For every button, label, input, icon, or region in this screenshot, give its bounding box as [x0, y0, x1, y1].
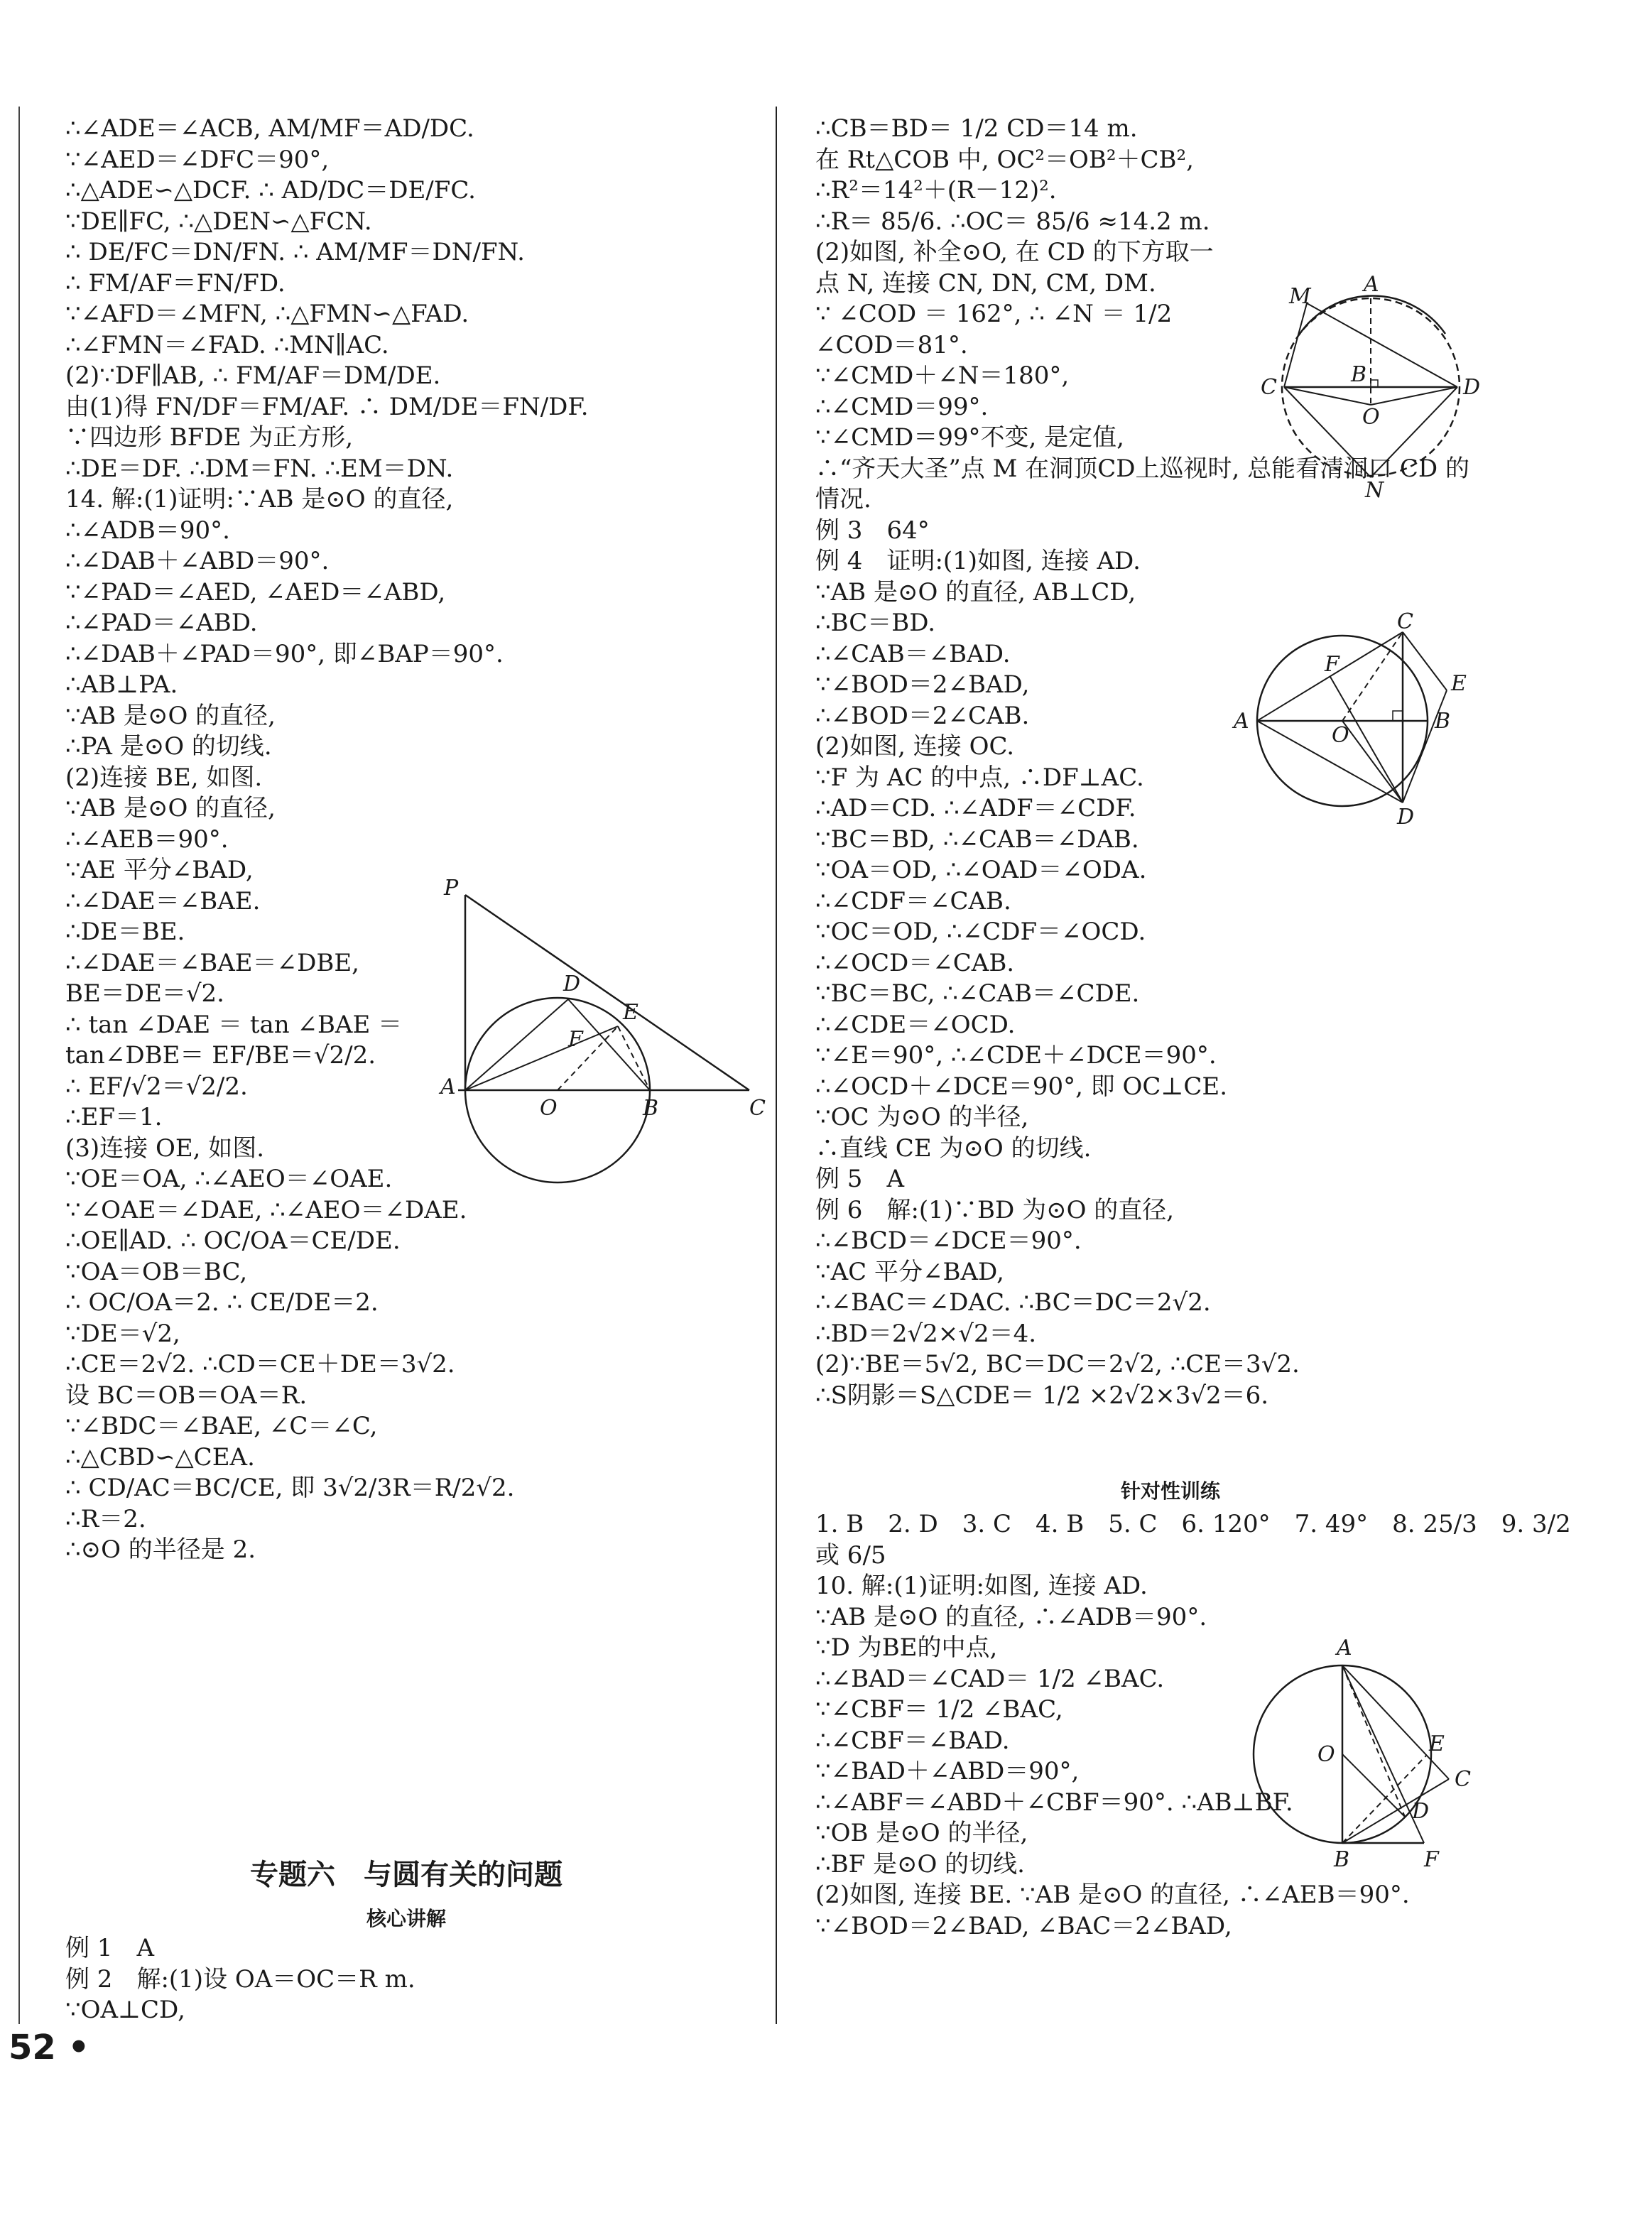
left-tail-line: 例 1 A: [65, 1934, 154, 1962]
right-line: ∵OC 为⊙O 的半径,: [815, 1103, 1029, 1131]
right-line: ∠COD＝81°.: [815, 330, 968, 359]
right-line: ∴∠BAC＝∠DAC. ∴BC＝DC＝2√2.: [815, 1288, 1211, 1317]
core-subtitle: 核心讲解: [366, 1907, 446, 1930]
left-line: ∴EF＝1.: [65, 1103, 163, 1131]
fig-c-label-O: O: [1332, 723, 1349, 748]
right-line: ∴直线 CE 为⊙O 的切线.: [815, 1133, 1092, 1163]
left-line: tan∠DBE＝ EF/BE＝√2/2.: [65, 1041, 376, 1070]
left-line: ∴∠DAB＋∠PAD＝90°, 即∠BAP＝90°.: [65, 639, 504, 668]
fig-c-label-E: E: [1451, 671, 1467, 696]
fig-a-label-O: O: [540, 1096, 558, 1121]
fig-a-label-D: D: [563, 972, 581, 996]
right-tail-line: ∵∠CBF＝ 1/2 ∠BAC,: [815, 1695, 1063, 1724]
right-line: ∵∠CMD＝99°不变, 是定值,: [815, 423, 1124, 452]
right-line: 例 4 证明:(1)如图, 连接 AD.: [815, 547, 1141, 575]
right-line: (2)如图, 补全⊙O, 在 CD 的下方取一: [815, 238, 1214, 266]
left-line: ∵AE 平分∠BAD,: [65, 856, 254, 884]
left-line: ∴PA 是⊙O 的切线.: [65, 732, 272, 761]
right-tail-line: (2)如图, 连接 BE. ∵AB 是⊙O 的直径, ∴∠AEB＝90°.: [815, 1881, 1410, 1909]
left-line: ∴ FM/AF＝FN/FD.: [65, 268, 286, 298]
right-line: ∵∠CMD＋∠N＝180°,: [815, 361, 1070, 390]
left-line: ∴CE＝2√2. ∴CD＝CE＋DE＝3√2.: [65, 1350, 455, 1379]
fig-b-label-O: O: [1362, 405, 1380, 430]
page-number: 52 •: [9, 2028, 90, 2067]
right-line: ∴∠OCD＋∠DCE＝90°, 即 OC⊥CE.: [815, 1072, 1228, 1101]
right-line: ∵OC＝OD, ∴∠CDF＝∠OCD.: [815, 918, 1146, 946]
figure-tangent-bf: [1250, 1626, 1506, 1875]
right-tail-line: 1. B 2. D 3. C 4. B 5. C 6. 120° 7. 49° 8. 25/3 9. 3/2: [815, 1510, 1571, 1538]
fig-d-label-E: E: [1429, 1731, 1445, 1756]
left-line: ∵∠AFD＝∠MFN, ∴△FMN∽△FAD.: [65, 300, 469, 328]
right-line: ∴∠BCD＝∠DCE＝90°.: [815, 1227, 1082, 1255]
right-tail-line: ∴∠CBF＝∠BAD.: [815, 1726, 1010, 1755]
left-line: ∴ tan ∠DAE ＝ tan ∠BAE ＝: [65, 1010, 403, 1039]
fig-d-label-F: F: [1424, 1847, 1439, 1872]
fig-a-label-A: A: [440, 1075, 456, 1099]
training-subtitle: 针对性训练: [1120, 1479, 1220, 1503]
margin-rule: [18, 107, 20, 2024]
left-line: ∴∠ADE＝∠ACB, AM/MF＝AD/DC.: [65, 114, 474, 143]
fig-c-label-F: F: [1325, 652, 1339, 677]
right-line: ∵BC＝BC, ∴∠CAB＝∠CDE.: [815, 979, 1140, 1008]
right-line: ∵AC 平分∠BAD,: [815, 1257, 1004, 1286]
right-line: ∵ ∠COD ＝ 162°, ∴ ∠N ＝ 1/2: [815, 300, 1173, 328]
fig-b-label-C: C: [1261, 375, 1277, 400]
left-line: ∴ CD/AC＝BC/CE, 即 3√2/3R＝R/2√2.: [65, 1474, 515, 1502]
section-title: 专题六 与圆有关的问题: [250, 1859, 563, 1891]
left-line: ∵∠BDC＝∠BAE, ∠C＝∠C,: [65, 1412, 378, 1440]
fig-b-label-D: D: [1463, 375, 1481, 400]
left-line: ∴∠AEB＝90°.: [65, 825, 229, 854]
left-line: ∵四边形 BFDE 为正方形,: [65, 423, 354, 452]
figure-cave-circle: [1257, 273, 1491, 508]
left-line: ∴R＝2.: [65, 1504, 146, 1533]
left-line: ∵OA＝OB＝BC,: [65, 1257, 248, 1286]
left-line: ∵AB 是⊙O 的直径,: [65, 794, 276, 822]
fig-b-label-M: M: [1289, 284, 1311, 309]
left-line: ∵DE∥FC, ∴△DEN∽△FCN.: [65, 207, 372, 236]
right-line: 在 Rt△COB 中, OC²＝OB²＋CB²,: [815, 145, 1194, 174]
left-line: ∴DE＝BE.: [65, 918, 185, 946]
left-line: (2)连接 BE, 如图.: [65, 763, 263, 792]
fig-d-label-A: A: [1337, 1636, 1352, 1660]
right-line: ∴“齐天大圣”点 M 在洞顶CD上巡视时, 总能看清洞口 CD 的: [815, 454, 1469, 483]
left-line: 14. 解:(1)证明:∵AB 是⊙O 的直径,: [65, 485, 454, 513]
left-line: ∴DE＝DF. ∴DM＝FN. ∴EM＝DN.: [65, 454, 454, 483]
fig-a-label-E: E: [623, 1000, 638, 1025]
right-line: ∴R²＝14²＋(R－12)².: [815, 176, 1057, 205]
left-line: ∴⊙O 的半径是 2.: [65, 1535, 256, 1564]
left-line: ∴∠DAE＝∠BAE.: [65, 886, 261, 915]
fig-a-label-C: C: [749, 1096, 766, 1121]
left-line: ∴∠DAB＋∠ABD＝90°.: [65, 547, 330, 575]
left-tail-line: 例 2 解:(1)设 OA＝OC＝R m.: [65, 1964, 415, 1994]
right-line: ∵BC＝BD, ∴∠CAB＝∠DAB.: [815, 825, 1139, 854]
fig-d-label-C: C: [1455, 1767, 1471, 1792]
fig-c-label-B: B: [1435, 709, 1451, 734]
fig-c-label-D: D: [1397, 805, 1415, 830]
right-line: 情况.: [815, 485, 871, 513]
right-line: ∴∠CMD＝99°.: [815, 392, 989, 421]
left-line: ∴AB⊥PA.: [65, 670, 178, 699]
right-line: ∵OA＝OD, ∴∠OAD＝∠ODA.: [815, 856, 1147, 884]
left-line: BE＝DE＝√2.: [65, 979, 224, 1008]
fig-a-label-F: F: [568, 1027, 583, 1052]
fig-c-label-A: A: [1234, 709, 1249, 734]
right-tail-line: ∵OB 是⊙O 的半径,: [815, 1819, 1028, 1847]
right-line: ∴∠CDF＝∠CAB.: [815, 886, 1011, 915]
figure-tangent-ce: [1225, 611, 1495, 838]
right-line: ∴∠CDE＝∠OCD.: [815, 1010, 1016, 1039]
right-tail-line: 或 6/5: [815, 1540, 886, 1570]
figure-tangent-circle: [437, 877, 778, 1190]
left-line: ∴OE∥AD. ∴ OC/OA＝CE/DE.: [65, 1227, 401, 1255]
left-tail-line: ∵OA⊥CD,: [65, 1996, 185, 2024]
right-line: ∵∠BOD＝2∠BAD,: [815, 670, 1030, 699]
left-line: ∵DE＝√2,: [65, 1319, 180, 1348]
left-column: [65, 114, 747, 1566]
left-line: ∴∠ADB＝90°.: [65, 516, 230, 545]
left-line: ∵OE＝OA, ∴∠AEO＝∠OAE.: [65, 1165, 393, 1193]
left-line: ∴△CBD∽△CEA.: [65, 1442, 255, 1472]
left-line: ∵∠OAE＝∠DAE, ∴∠AEO＝∠DAE.: [65, 1195, 467, 1224]
right-line: ∴AD＝CD. ∴∠ADF＝∠CDF.: [815, 794, 1136, 822]
right-line: ∴BC＝BD.: [815, 609, 936, 637]
left-line: ∴∠PAD＝∠ABD.: [65, 609, 258, 637]
fig-d-label-O: O: [1317, 1742, 1335, 1767]
right-line: ∵F 为 AC 的中点, ∴DF⊥AC.: [815, 763, 1144, 792]
right-line: ∴∠CAB＝∠BAD.: [815, 639, 1011, 668]
left-line: ∴ EF/√2＝√2/2.: [65, 1072, 248, 1101]
fig-d-label-B: B: [1334, 1847, 1350, 1872]
left-line: ∴ DE/FC＝DN/FN. ∴ AM/MF＝DN/FN.: [65, 238, 525, 266]
right-tail-line: ∴BF 是⊙O 的切线.: [815, 1849, 1025, 1879]
right-tail-line: ∴∠BAD＝∠CAD＝ 1/2 ∠BAC.: [815, 1664, 1165, 1693]
fig-a-label-B: B: [643, 1096, 659, 1121]
fig-a-label-P: P: [444, 877, 459, 901]
left-line: (2)∵DF∥AB, ∴ FM/AF＝DM/DE.: [65, 361, 441, 390]
fig-b-label-B: B: [1351, 362, 1367, 387]
left-line: ∴ OC/OA＝2. ∴ CE/DE＝2.: [65, 1288, 379, 1317]
left-line: ∴∠FMN＝∠FAD. ∴MN∥AC.: [65, 330, 389, 359]
left-line: (3)连接 OE, 如图.: [65, 1133, 265, 1163]
left-line: ∵∠PAD＝∠AED, ∠AED＝∠ABD,: [65, 577, 446, 607]
left-tail: [65, 1933, 747, 2026]
fig-d-label-D: D: [1412, 1799, 1430, 1824]
right-line: (2)如图, 连接 OC.: [815, 732, 1015, 761]
right-line: 例 6 解:(1)∵BD 为⊙O 的直径,: [815, 1195, 1175, 1224]
fig-b-label-A: A: [1364, 273, 1379, 297]
right-tail-line: ∴∠ABF＝∠ABD＋∠CBF＝90°. ∴AB⊥BF.: [815, 1788, 1293, 1817]
fig-b-label-N: N: [1365, 478, 1384, 503]
right-tail-line: ∵∠BOD＝2∠BAD, ∠BAC＝2∠BAD,: [815, 1911, 1232, 1940]
right-tail-line: 10. 解:(1)证明:如图, 连接 AD.: [815, 1572, 1148, 1600]
right-line: ∴S阴影＝S△CDE＝ 1/2 ×2√2×3√2＝6.: [815, 1381, 1269, 1410]
left-line: ∴∠DAE＝∠BAE＝∠DBE,: [65, 948, 359, 977]
fig-c-label-C: C: [1397, 611, 1413, 634]
right-line: ∴∠BOD＝2∠CAB.: [815, 701, 1030, 730]
right-tail-line: ∵AB 是⊙O 的直径, ∴∠ADB＝90°.: [815, 1602, 1207, 1631]
right-line: 点 N, 连接 CN, DN, CM, DM.: [815, 268, 1156, 298]
left-line: ∵∠AED＝∠DFC＝90°,: [65, 145, 330, 174]
left-line: 由(1)得 FN/DF＝FM/AF. ∴ DM/DE＝FN/DF.: [65, 392, 589, 421]
right-tail-line: ∵D 为BE的中点,: [815, 1633, 998, 1662]
right-line: ∴R＝ 85/6. ∴OC＝ 85/6 ≈14.2 m.: [815, 207, 1210, 236]
left-line: ∵AB 是⊙O 的直径,: [65, 701, 276, 730]
right-line: ∴∠OCD＝∠CAB.: [815, 948, 1015, 977]
right-tail-line: ∵∠BAD＋∠ABD＝90°,: [815, 1757, 1080, 1785]
right-line: ∴BD＝2√2×√2＝4.: [815, 1319, 1037, 1348]
right-line: ∵AB 是⊙O 的直径, AB⊥CD,: [815, 577, 1136, 607]
right-line: ∵∠E＝90°, ∴∠CDE＋∠DCE＝90°.: [815, 1041, 1217, 1070]
right-line: (2)∵BE＝5√2, BC＝DC＝2√2, ∴CE＝3√2.: [815, 1350, 1300, 1379]
left-line: ∴△ADE∽△DCF. ∴ AD/DC＝DE/FC.: [65, 176, 476, 205]
left-line: 设 BC＝OB＝OA＝R.: [65, 1381, 308, 1410]
right-line: 例 5 A: [815, 1165, 904, 1193]
right-line: ∴CB＝BD＝ 1/2 CD＝14 m.: [815, 114, 1138, 143]
right-line: 例 3 64°: [815, 516, 930, 545]
